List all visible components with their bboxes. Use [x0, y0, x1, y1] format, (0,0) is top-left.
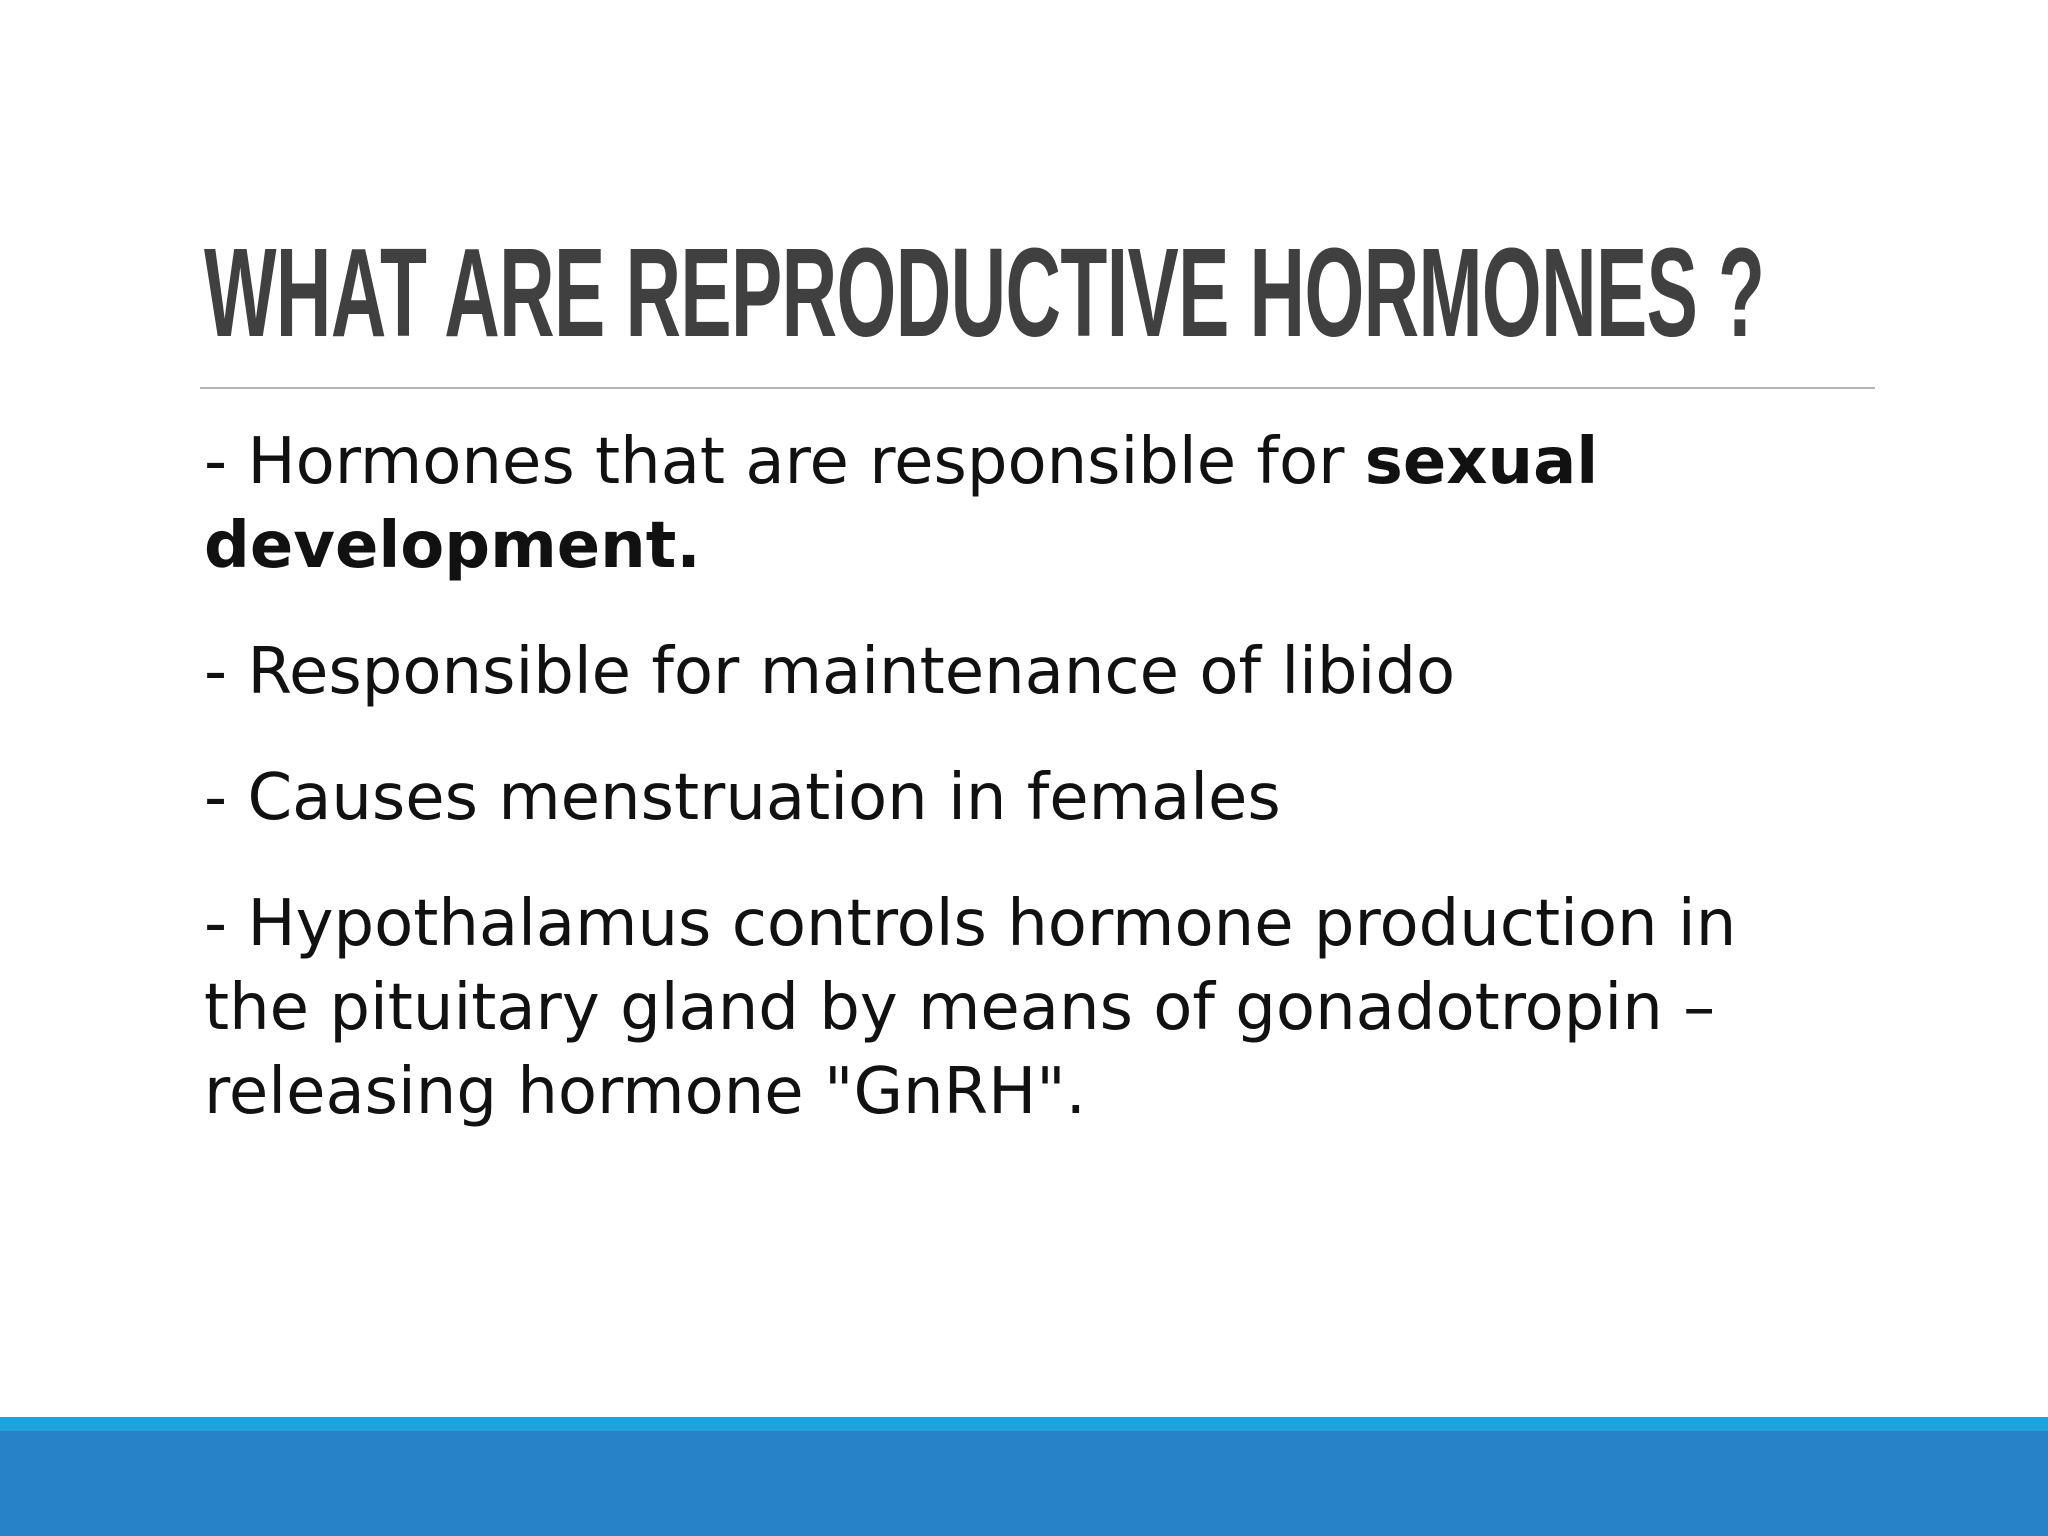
- bullet-2: [204, 630, 1824, 714]
- bullet-4: [204, 882, 1824, 1134]
- title-divider: [200, 387, 1875, 389]
- bullet-3-text: - Causes menstruation in females: [204, 761, 1281, 835]
- slide-title: WHAT ARE REPRODUCTIVE HORMONES ?: [204, 222, 1765, 363]
- bullet-1: [204, 420, 1824, 588]
- bullet-3: [204, 756, 1824, 840]
- bullet-2-text: - Responsible for maintenance of libido: [204, 635, 1456, 709]
- footer-band: [0, 1431, 2048, 1536]
- footer-accent-stripe: [0, 1417, 2048, 1431]
- bullet-4-text: - Hypothalamus controls hormone production in the pituitary gland by means of gonadotropin – releasing hormone "GnRH".: [204, 887, 1737, 1129]
- slide-content: [204, 420, 1824, 1176]
- bullet-1-bold-text: sexual development.: [204, 425, 1599, 583]
- bullet-1-text: - Hormones that are responsible for: [204, 425, 1365, 499]
